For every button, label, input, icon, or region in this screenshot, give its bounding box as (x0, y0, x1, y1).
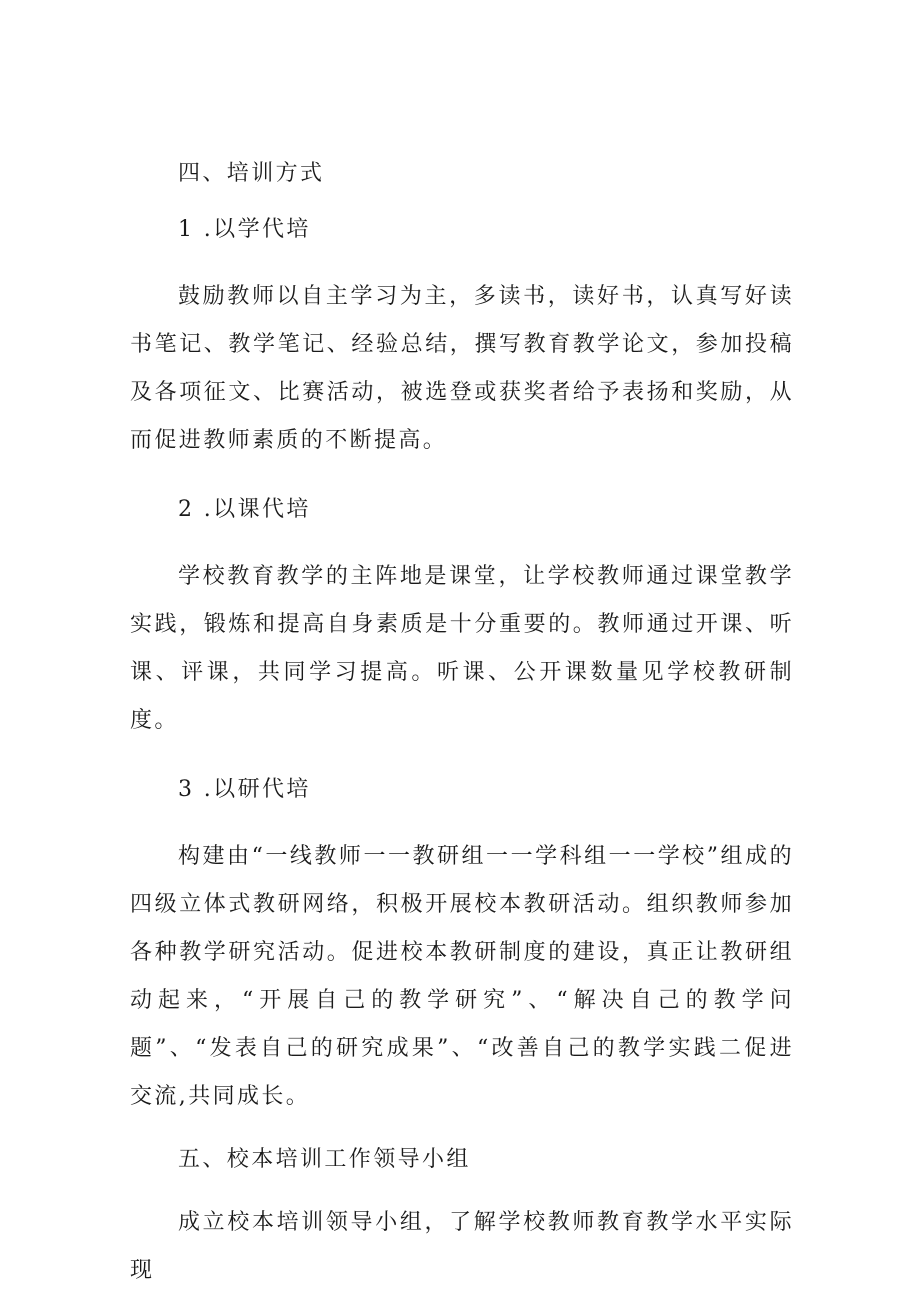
section-5-paragraph: 成立校本培训领导小组，了解学校教师教育教学水平实际现 (130, 1210, 794, 1283)
item-3-heading: 3 .以研代培 (178, 777, 311, 802)
item-2-heading: 2 .以课代培 (178, 497, 311, 522)
section-4-heading: 四、培训方式 (178, 161, 325, 186)
document-body (130, 157, 794, 1295)
item-3-paragraph: 构建由“一线教师一一教研组一一学科组一一学校”组成的四级立体式教研网络，积极开展校本教研活动。组织教师参加各种教学研究活动。促进校本教研制度的建设，真正让教研组动起来，“开展自己的教学研究”、“解决自己的教学问题”、“发表自己的研究成果”、“改善自己的教学实践二促进交流,共同成长。 (130, 844, 794, 1109)
item-1-paragraph: 鼓励教师以自主学习为主，多读书，读好书，认真写好读书笔记、教学笔记、经验总结，撰写教育教学论文，参加投稿及各项征文、比赛活动，被选登或获奖者给予表扬和奖励，从而促进教师素质的不断提高。 (130, 284, 794, 453)
item-1-heading: 1 .以学代培 (178, 217, 311, 242)
section-5-heading: 五、校本培训工作领导小组 (178, 1147, 471, 1172)
item-2-paragraph: 学校教育教学的主阵地是课堂，让学校教师通过课堂教学实践，锻炼和提高自身素质是十分重要的。教师通过开课、听课、评课，共同学习提高。听课、公开课数量见学校教研制度。 (130, 564, 794, 733)
